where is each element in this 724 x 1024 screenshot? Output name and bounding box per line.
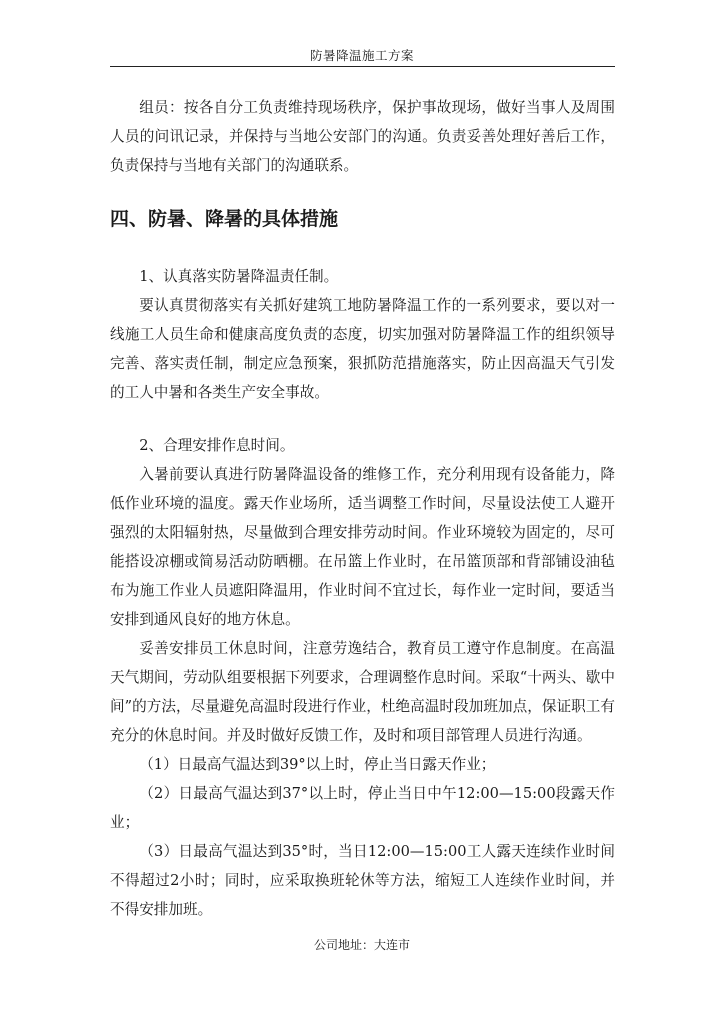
item2-title: 2、合理安排作息时间。	[139, 437, 295, 454]
document-body	[110, 93, 615, 924]
rule-2: （2）日最高气温达到37°以上时，停止当日中午12:00—15:00段露天作业；	[110, 785, 615, 831]
item2-body-1: 入暑前要认真进行防暑降温设备的维修工作，充分利用现有设备能力，降低作业环境的温度。露天作业场所，适当调整工作时间，尽量设法使工人避开强烈的太阳辐射热，尽量做到合理安排劳动时间。作业环境较为固定的，尽可能搭设凉棚或简易活动防晒棚。在吊篮上作业时，在吊篮顶部和背部铺设油毡布为施工作业人员遮阳降温用，作业时间不宜过长，每作业一定时间，要适当安排到通风良好的地方休息。	[110, 466, 615, 628]
document-footer: 公司地址：大连市	[313, 938, 410, 952]
rule-3: （3）日最高气温达到35°时，当日12:00—15:00工人露天连续作业时间不得超过2小时；同时，应采取换班轮休等方法，缩短工人连续作业时间，并不得安排加班。	[110, 843, 615, 918]
section-heading: 四、防暑、降暑的具体措施	[110, 208, 339, 230]
rule-1: （1）日最高气温达到39°以上时，停止当日露天作业；	[139, 756, 496, 773]
document-header-title: 防暑降温施工方案	[309, 48, 414, 63]
header-divider	[110, 66, 615, 67]
item1-body: 要认真贯彻落实有关抓好建筑工地防暑降温工作的一系列要求，要以对一线施工人员生命和健康高度负责的态度，切实加强对防暑降温工作的组织领导完善、落实责任制，制定应急预案，狠抓防范措施落实，防止因高温天气引发的工人中暑和各类生产安全事故。	[110, 297, 615, 401]
item1-title: 1、认真落实防暑降温责任制。	[139, 268, 339, 285]
item2-body-2: 妥善安排员工休息时间，注意劳逸结合，教育员工遵守作息制度。在高温天气期间，劳动队组要根据下列要求，合理调整作息时间。采取“十两头、歇中间”的方法，尽量避免高温时段进行作业，杜绝高温时段加班加点，保证职工有充分的休息时间。并及时做好反馈工作，及时和项目部管理人员进行沟通。	[110, 640, 615, 744]
intro-paragraph: 组员：按各自分工负责维持现场秩序，保护事故现场，做好当事人及周围人员的问讯记录，并保持与当地公安部门的沟通。负责妥善处理好善后工作，负责保持与当地有关部门的沟通联系。	[110, 99, 615, 174]
